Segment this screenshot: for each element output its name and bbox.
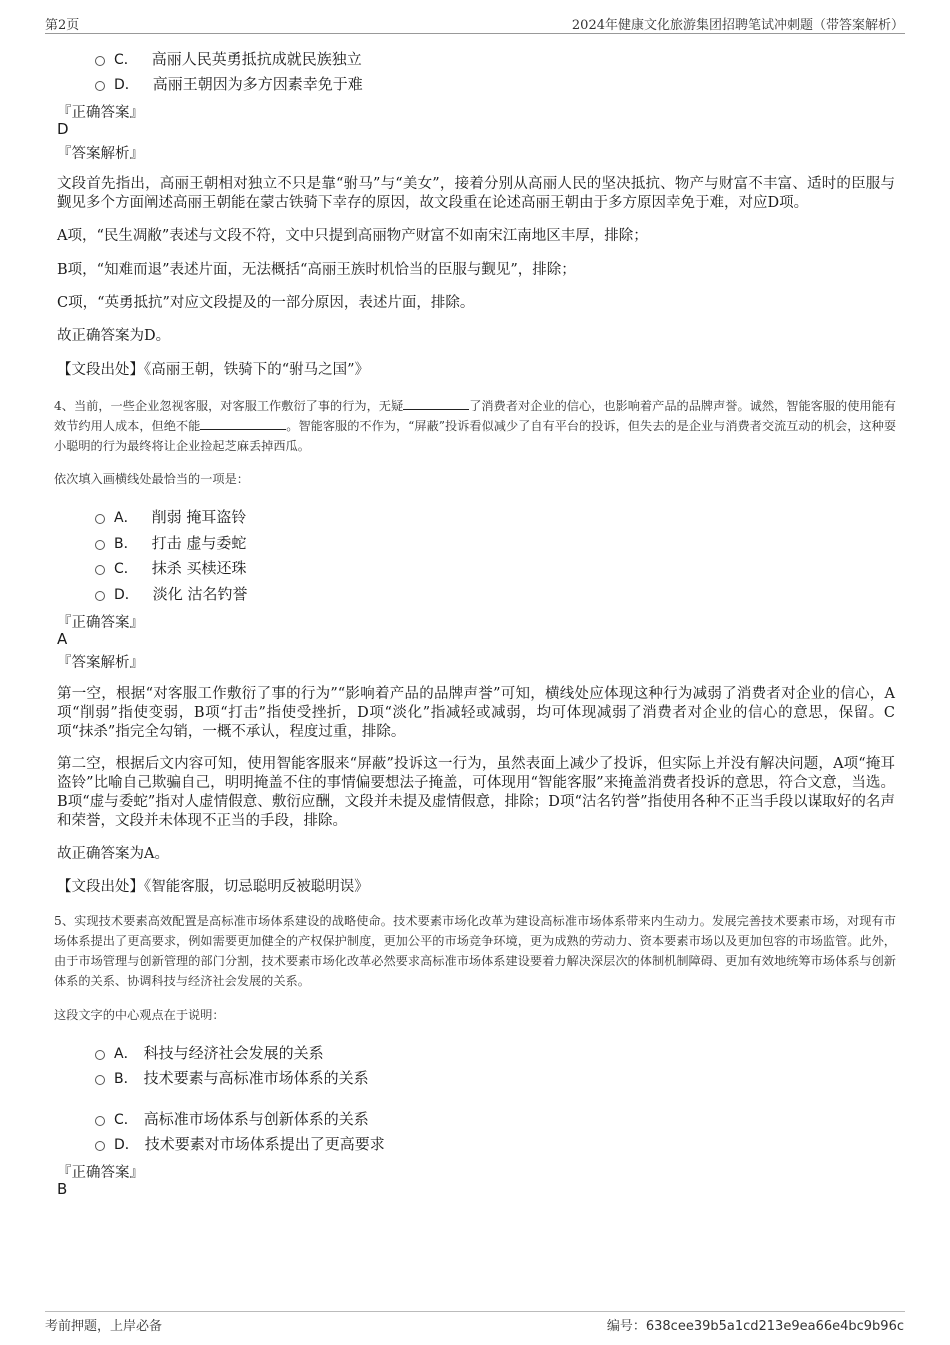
footer-divider: [45, 1311, 905, 1312]
q3-analysis-paragraph: 文段首先指出，高丽王朝相对独立不只是靠“驸马”与“美女”，接着分别从高丽人民的坚决抵抗、物产与财富不丰富、适时的臣服与觐见多个方面阐述高丽王朝能在蒙古铁骑下幸存的原因，故文段重在论述高丽王朝由于多方原因幸免于难，对应D项。: [57, 176, 895, 211]
radio-icon[interactable]: [95, 1141, 105, 1151]
option-label: C．: [114, 560, 138, 577]
q4-analysis-heading: 『答案解析』: [57, 655, 144, 671]
q3-option-d[interactable]: [95, 73, 363, 94]
q3-analysis-paragraph: B项，“知难而退”表述片面，无法概括“高丽王族时机恰当的臣服与觐见”，排除；: [57, 262, 576, 278]
q4-stem-part: 。智能客服的不作为，“屏蔽”投诉看似减少了自有平台的投诉，但失去的是企业与消费者交流互动的机会，这种耍小聪明的行为最终将让企业捡起芝麻丢掉西瓜。: [54, 419, 897, 453]
radio-icon[interactable]: [95, 514, 105, 524]
q4-analysis-paragraph: 第一空，根据“对客服工作敷衍了事的行为”“影响着产品的品牌声誉”可知，横线处应体现这种行为减弱了消费者对企业的信心，A项“削弱”指使变弱，B项“打击”指使受挫折，D项“淡化”指减轻或减弱，均可体现减弱了消费者对企业的信心的意思，保留。C项“抹杀”指完全勾销，一概不承认，程度过重，排除。: [57, 686, 895, 740]
page-number: 第2页: [45, 18, 80, 33]
q5-answer: B: [57, 1180, 68, 1198]
q5-prompt: 这段文字的中心观点在于说明：: [54, 1008, 225, 1022]
header-divider: [45, 33, 905, 34]
option-label: C．: [114, 1111, 138, 1128]
option-text: 科技与经济社会发展的关系: [143, 1044, 324, 1062]
q5-stem: 5、实现技术要素高效配置是高标准市场体系建设的战略使命。技术要素市场化改革为建设高标准市场体系带来内生动力。发展完善技术要素市场，对现有市场体系提出了更高要求，例如需要更加健全的产权保护制度，更加公平的市场竞争环境，更为成熟的劳动力、资本要素市场以及更加包容的市场监管。此外，由于市场管理与创新管理的部门分割，技术要素市场化改革必然要求高标准市场体系建设要着力解决深层次的体制机制障碍、更加有效地统筹市场体系与创新体系的关系、协调科技与经济社会发展的关系。: [54, 914, 896, 988]
q4-source: 【文段出处】《智能客服，切忌聪明反被聪明误》: [57, 879, 369, 895]
radio-icon[interactable]: [95, 81, 105, 91]
option-text: 技术要素对市场体系提出了更高要求: [144, 1135, 385, 1153]
radio-icon[interactable]: [95, 56, 105, 66]
q3-conclusion: 故正确答案为D。: [57, 328, 171, 344]
document-title: 2024年健康文化旅游集团招聘笔试冲刺题（带答案解析）: [571, 18, 904, 33]
q4-answer: A: [57, 630, 68, 648]
q5-option-c[interactable]: [95, 1108, 369, 1129]
option-label: D．: [114, 1136, 139, 1153]
q4-stem-part: 4、当前，一些企业忽视客服，对客服工作敷衍了事的行为，无疑: [54, 399, 404, 413]
radio-icon[interactable]: [95, 1116, 105, 1126]
q4-option-b[interactable]: [95, 532, 246, 553]
option-label: D．: [114, 586, 139, 603]
q3-option-c[interactable]: [95, 48, 362, 69]
q4-prompt: 依次填入画横线处最恰当的一项是：: [54, 472, 249, 486]
footer-slogan: 考前押题，上岸必备: [45, 1319, 163, 1334]
fill-blank-2: [200, 417, 286, 430]
radio-icon[interactable]: [95, 540, 105, 550]
footer-code: [607, 1315, 904, 1334]
option-label: A．: [114, 1045, 138, 1062]
radio-icon[interactable]: [95, 565, 105, 575]
q3-answer-heading: 『正确答案』: [57, 105, 144, 121]
q3-answer: D: [57, 120, 69, 138]
q3-analysis-paragraph: A项，“民生凋敝”表述与文段不符，文中只提到高丽物产财富不如南宋江南地区丰厚，排除；: [57, 228, 648, 244]
option-text: 高丽王朝因为多方因素幸免于难: [152, 75, 363, 93]
option-label: B．: [114, 1070, 138, 1087]
q5-option-a[interactable]: [95, 1042, 324, 1063]
q3-source: 【文段出处】《高丽王朝，铁骑下的“驸马之国”》: [57, 362, 370, 378]
q4-conclusion: 故正确答案为A。: [57, 846, 169, 862]
option-text: 削弱 掩耳盗铃: [151, 508, 247, 526]
footer-code-label: 编号：: [606, 1319, 646, 1334]
q4-option-d[interactable]: [95, 583, 248, 604]
radio-icon[interactable]: [95, 591, 105, 601]
fill-blank-1: [403, 397, 469, 410]
option-text: 抹杀 买椟还珠: [151, 559, 247, 577]
footer-code-value: 638cee39b5a1cd213e9ea66e4bc9b96c: [645, 1319, 904, 1334]
q3-analysis-heading: 『答案解析』: [57, 146, 144, 162]
q4-option-c[interactable]: [95, 557, 247, 578]
option-label: C．: [114, 51, 138, 68]
q3-analysis-paragraph: C项，“英勇抵抗”对应文段提及的一部分原因，表述片面，排除。: [57, 295, 475, 311]
q4-answer-heading: 『正确答案』: [57, 615, 144, 631]
q4-option-a[interactable]: [95, 506, 246, 527]
q4-stem: [54, 396, 896, 456]
q5-option-d[interactable]: [95, 1133, 385, 1154]
radio-icon[interactable]: [95, 1075, 105, 1085]
option-text: 高标准市场体系与创新体系的关系: [143, 1110, 369, 1128]
q5-answer-heading: 『正确答案』: [57, 1165, 144, 1181]
option-text: 打击 虚与委蛇: [151, 534, 247, 552]
option-text: 高丽人民英勇抵抗成就民族独立: [151, 50, 362, 68]
option-text: 淡化 沽名钓誉: [152, 585, 248, 603]
q5-option-b[interactable]: [95, 1067, 369, 1088]
option-label: B．: [114, 535, 138, 552]
option-label: D．: [114, 76, 139, 93]
option-label: A．: [114, 509, 138, 526]
option-text: 技术要素与高标准市场体系的关系: [143, 1069, 369, 1087]
radio-icon[interactable]: [95, 1050, 105, 1060]
q4-analysis-paragraph: 第二空，根据后文内容可知，使用智能客服来“屏蔽”投诉这一行为，虽然表面上减少了投诉，但实际上并没有解决问题，A项“掩耳盗铃”比喻自己欺骗自己，明明掩盖不住的事情偏要想法子掩盖，可体现用“智能客服”来掩盖消费者投诉的意思，符合文意，当选。B项“虚与委蛇”指对人虚情假意、敷衍应酬，文段并未提及虚情假意，排除；D项“沽名钓誉”指使用各种不正当手段以谋取好的名声和荣誉，文段并未体现不正当的手段，排除。: [57, 756, 895, 829]
q4-stem-part: 了消费者对企业的信心，也影响着产品的品牌声誉。诚然，智能客服的使用能有效节约用人成本，但绝不能: [54, 399, 896, 433]
